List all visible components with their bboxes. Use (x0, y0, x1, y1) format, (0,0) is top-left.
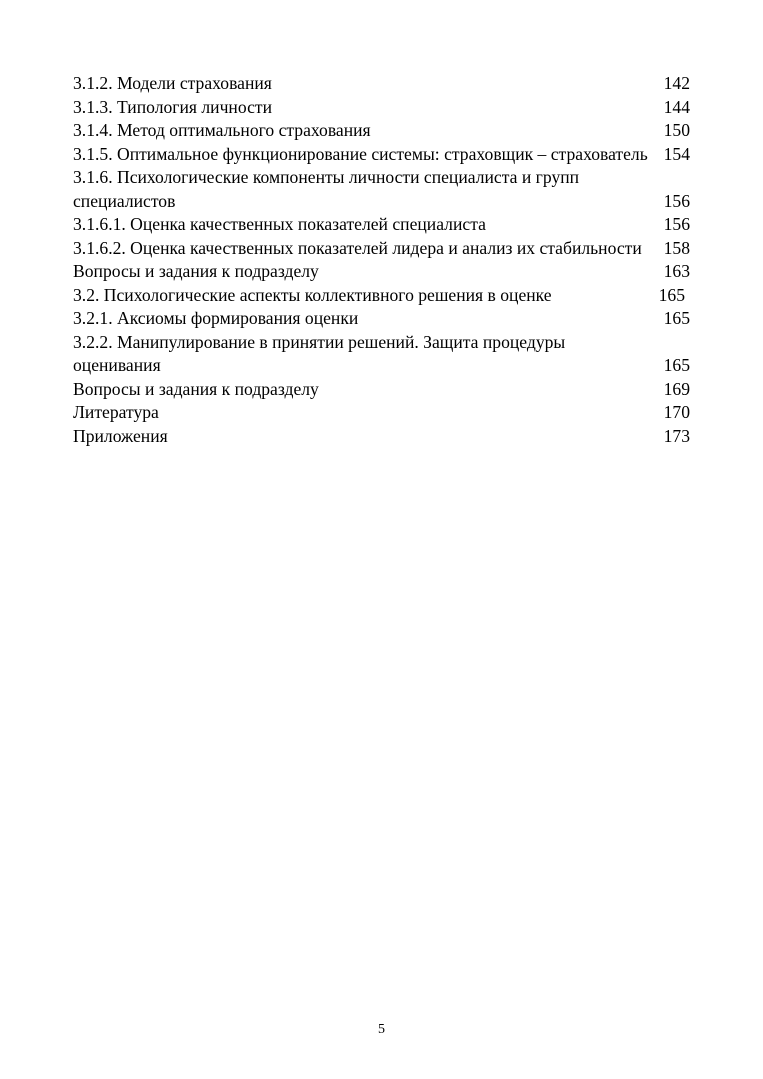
toc-entry-title: 3.2.2. Манипулирование в принятии решений. Защита процедуры оценивания (73, 331, 566, 375)
toc-entry-title: Вопросы и задания к подразделу (73, 378, 319, 399)
toc-entry-page: 150 (663, 120, 690, 140)
toc-entry-page: 158 (663, 237, 690, 258)
toc-entry-title: Приложения (73, 425, 168, 446)
toc-entry-page: 163 (663, 261, 690, 281)
toc-entry-page: 156 (663, 214, 690, 234)
toc-entry-title: Вопросы и задания к подразделу (73, 261, 319, 281)
toc-entry-page: 165 (663, 308, 690, 328)
toc-entry (73, 119, 690, 143)
toc-entry-title: 3.1.3. Типология личности (73, 96, 272, 117)
toc-entry (73, 72, 690, 96)
toc-entry-page: 165 (658, 284, 685, 305)
page-number: 5 (378, 1022, 385, 1037)
toc-entry-title: 3.1.6. Психологические компоненты личности специалиста и групп специалистов (73, 167, 580, 211)
toc-entry (73, 425, 690, 449)
toc-entry-title: 3.1.2. Модели страхования (73, 73, 272, 93)
toc-entry-page: 144 (663, 96, 690, 117)
toc-entry-page: 156 (663, 190, 690, 211)
toc-entry (73, 307, 690, 331)
toc-entry (73, 166, 690, 213)
toc-entry-title: 3.2.1. Аксиомы формирования оценки (73, 308, 359, 328)
toc-entry-page: 169 (663, 378, 690, 399)
toc-entry (73, 143, 690, 167)
toc-entry-title: 3.1.6.2. Оценка качественных показателей лидера и анализ их стабильности (73, 237, 642, 258)
toc-entry (73, 260, 690, 284)
toc-entry (73, 331, 690, 378)
toc-entry (73, 378, 690, 402)
toc-entry (73, 284, 690, 308)
toc-entry (73, 96, 690, 120)
toc-entry-title: 3.2. Психологические аспекты коллективного решения в оценке (73, 284, 552, 305)
toc-entry-title: 3.1.6.1. Оценка качественных показателей специалиста (73, 214, 486, 234)
toc-entry-page: 154 (663, 143, 690, 164)
toc-entry-title: 3.1.5. Оптимальное функционирование системы: страховщик – страхователь (73, 143, 648, 164)
toc-entry-page: 142 (663, 73, 690, 93)
toc-entry-title: 3.1.4. Метод оптимального страхования (73, 120, 371, 140)
toc-entry-page: 170 (663, 402, 690, 422)
toc-entry (73, 401, 690, 425)
toc-entry-page: 165 (663, 355, 690, 375)
toc-entry-title: Литература (73, 402, 159, 422)
toc-entry (73, 237, 690, 261)
toc-entry (73, 213, 690, 237)
table-of-contents (73, 72, 690, 448)
toc-entry-page: 173 (663, 425, 690, 446)
